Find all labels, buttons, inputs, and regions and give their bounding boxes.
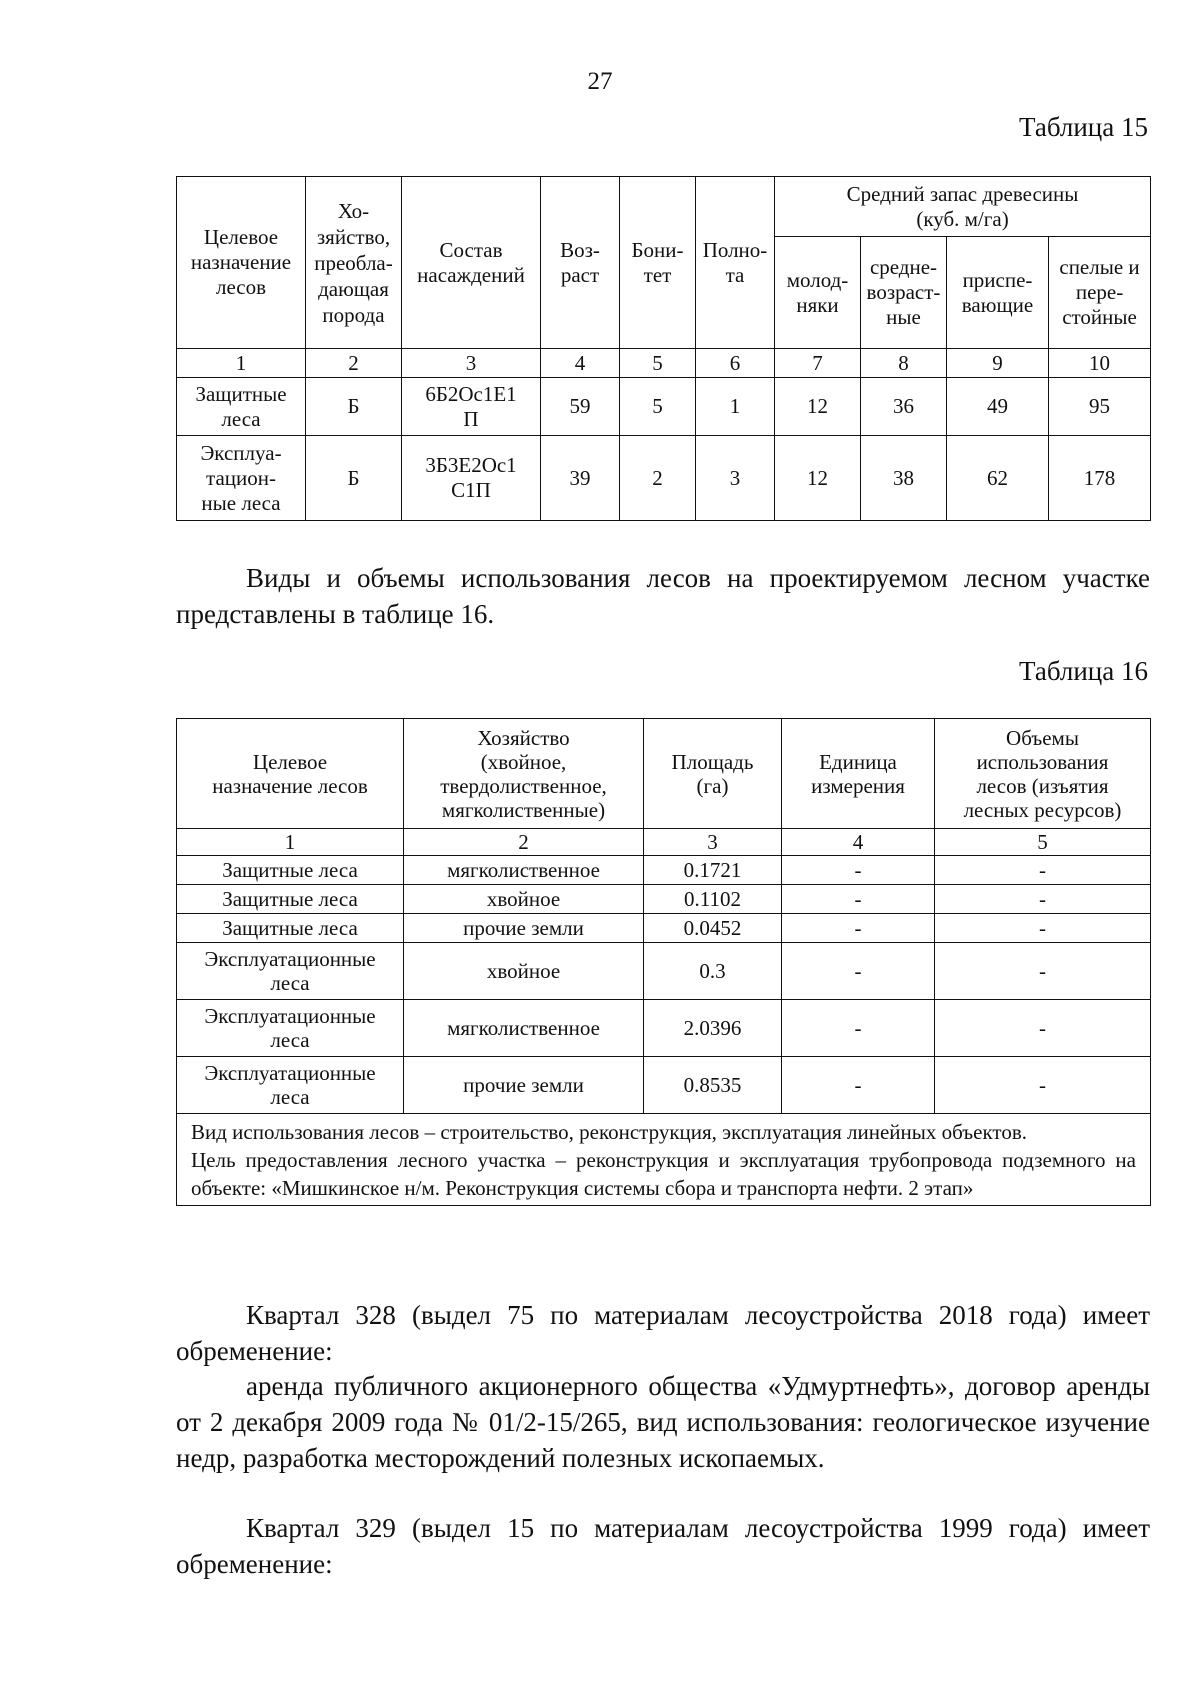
paragraph-text: Квартал 329 (выдел 15 по материалам лесоустройства 1999 года) имеет обременение: (176, 1513, 1150, 1579)
col-number: 4 (541, 349, 620, 378)
cell-density: 1 (696, 378, 775, 436)
cell-mature: 178 (1049, 436, 1151, 521)
table-row (177, 1057, 1151, 1114)
cell-volume: - (935, 856, 1151, 885)
cell-age: 39 (541, 436, 620, 521)
cell-density: 3 (696, 436, 775, 521)
table-row (177, 856, 1151, 885)
cell-species: Б (306, 436, 402, 521)
cell-middle: 38 (861, 436, 947, 521)
header-maturing: приспе- вающие (947, 237, 1049, 349)
col-number: 5 (935, 829, 1151, 856)
page-number: 27 (587, 68, 613, 95)
cell-purpose: Защитные леса (177, 378, 306, 436)
table-note-row (177, 1114, 1151, 1206)
cell-purpose: Эксплуа- тацион- ные леса (177, 436, 306, 521)
header-volume: Объемы использования лесов (изъятия лесных ресурсов) (935, 719, 1151, 829)
column-number-row (177, 829, 1151, 856)
col-number: 6 (696, 349, 775, 378)
cell-type: хвойное (404, 885, 644, 914)
cell-area: 0.1102 (644, 885, 782, 914)
note-purpose: Цель предоставления лесного участка – реконструкция и эксплуатация трубопровода подземного на объекте: «Мишкинское н/м. Реконструкция системы сбора и транспорта нефти. 2 этап» (191, 1148, 1136, 1200)
column-number-row (177, 349, 1151, 378)
cell-unit: - (782, 1000, 935, 1057)
cell-middle: 36 (861, 378, 947, 436)
cell-type: хвойное (404, 943, 644, 1000)
header-species: Хо- зяйство, преобла- дающая порода (306, 177, 402, 349)
header-purpose: Целевое назначение лесов (177, 177, 306, 349)
col-number: 2 (404, 829, 644, 856)
cell-unit: - (782, 943, 935, 1000)
cell-purpose: Эксплуатационные леса (177, 1000, 404, 1057)
cell-purpose: Защитные леса (177, 856, 404, 885)
cell-purpose: Эксплуатационные леса (177, 1057, 404, 1114)
col-number: 2 (306, 349, 402, 378)
cell-purpose: Эксплуатационные леса (177, 943, 404, 1000)
col-number: 5 (620, 349, 696, 378)
cell-area: 0.8535 (644, 1057, 782, 1114)
paragraph-lease (176, 1368, 1150, 1476)
cell-unit: - (782, 856, 935, 885)
header-area: Площадь (га) (644, 719, 782, 829)
header-stock-group: Средний запас древесины (куб. м/га) (775, 177, 1151, 237)
header-bonitet: Бони- тет (620, 177, 696, 349)
cell-type: мягколиственное (404, 856, 644, 885)
paragraph-quarter-329 (176, 1510, 1150, 1582)
cell-species: Б (306, 378, 402, 436)
cell-young: 12 (775, 378, 861, 436)
note-usage: Вид использования лесов – строительство, реконструкция, эксплуатация линейных объектов. (191, 1120, 1027, 1144)
cell-volume: - (935, 914, 1151, 943)
header-young: молод- няки (775, 237, 861, 349)
header-middle: средне- возраст- ные (861, 237, 947, 349)
paragraph-table16-intro (176, 560, 1150, 632)
header-composition: Состав насаждений (402, 177, 541, 349)
col-number: 9 (947, 349, 1049, 378)
table-note (177, 1114, 1151, 1206)
table-row (177, 885, 1151, 914)
col-number: 8 (861, 349, 947, 378)
cell-volume: - (935, 1057, 1151, 1114)
col-number: 1 (177, 829, 404, 856)
table-15-caption: Таблица 15 (1019, 112, 1148, 142)
cell-unit: - (782, 914, 935, 943)
cell-volume: - (935, 885, 1151, 914)
header-density: Полно- та (696, 177, 775, 349)
cell-type: прочие земли (404, 1057, 644, 1114)
col-number: 4 (782, 829, 935, 856)
header-purpose: Целевое назначение лесов (177, 719, 404, 829)
cell-volume: - (935, 1000, 1151, 1057)
table-row (177, 378, 1151, 436)
cell-area: 0.0452 (644, 914, 782, 943)
table-16-caption: Таблица 16 (1019, 656, 1148, 686)
cell-composition: 6Б2Ос1Е1 П (402, 378, 541, 436)
col-number: 3 (402, 349, 541, 378)
cell-bonitet: 5 (620, 378, 696, 436)
col-number: 3 (644, 829, 782, 856)
table-16 (176, 718, 1151, 1206)
paragraph-text: Виды и объемы использования лесов на проектируемом лесном участке представлены в таблице 16. (176, 563, 1150, 629)
table-row (177, 943, 1151, 1000)
cell-volume: - (935, 943, 1151, 1000)
table-row (177, 1000, 1151, 1057)
header-type: Хозяйство (хвойное, твердолиственное, мягколиственные) (404, 719, 644, 829)
cell-purpose: Защитные леса (177, 885, 404, 914)
col-number: 10 (1049, 349, 1151, 378)
paragraph-text: аренда публичного акционерного общества «Удмуртнефть», договор аренды от 2 декабря 2009 года № 01/2-15/265, вид использования: геологическое изучение недр, разработка месторождений полезных ископаемых. (176, 1371, 1150, 1473)
header-age: Воз- раст (541, 177, 620, 349)
table-row (177, 436, 1151, 521)
paragraph-quarter-328 (176, 1297, 1150, 1369)
header-mature: спелые и пере- стойные (1049, 237, 1151, 349)
header-unit: Единица измерения (782, 719, 935, 829)
cell-unit: - (782, 885, 935, 914)
cell-young: 12 (775, 436, 861, 521)
cell-type: прочие земли (404, 914, 644, 943)
table-15 (176, 176, 1151, 521)
cell-maturing: 49 (947, 378, 1049, 436)
cell-area: 2.0396 (644, 1000, 782, 1057)
table-row (177, 914, 1151, 943)
cell-composition: 3Б3Е2Ос1 С1П (402, 436, 541, 521)
cell-type: мягколиственное (404, 1000, 644, 1057)
cell-mature: 95 (1049, 378, 1151, 436)
cell-purpose: Защитные леса (177, 914, 404, 943)
cell-area: 0.1721 (644, 856, 782, 885)
cell-area: 0.3 (644, 943, 782, 1000)
cell-bonitet: 2 (620, 436, 696, 521)
cell-age: 59 (541, 378, 620, 436)
col-number: 1 (177, 349, 306, 378)
paragraph-text: Квартал 328 (выдел 75 по материалам лесоустройства 2018 года) имеет обременение: (176, 1300, 1150, 1366)
cell-maturing: 62 (947, 436, 1049, 521)
col-number: 7 (775, 349, 861, 378)
cell-unit: - (782, 1057, 935, 1114)
